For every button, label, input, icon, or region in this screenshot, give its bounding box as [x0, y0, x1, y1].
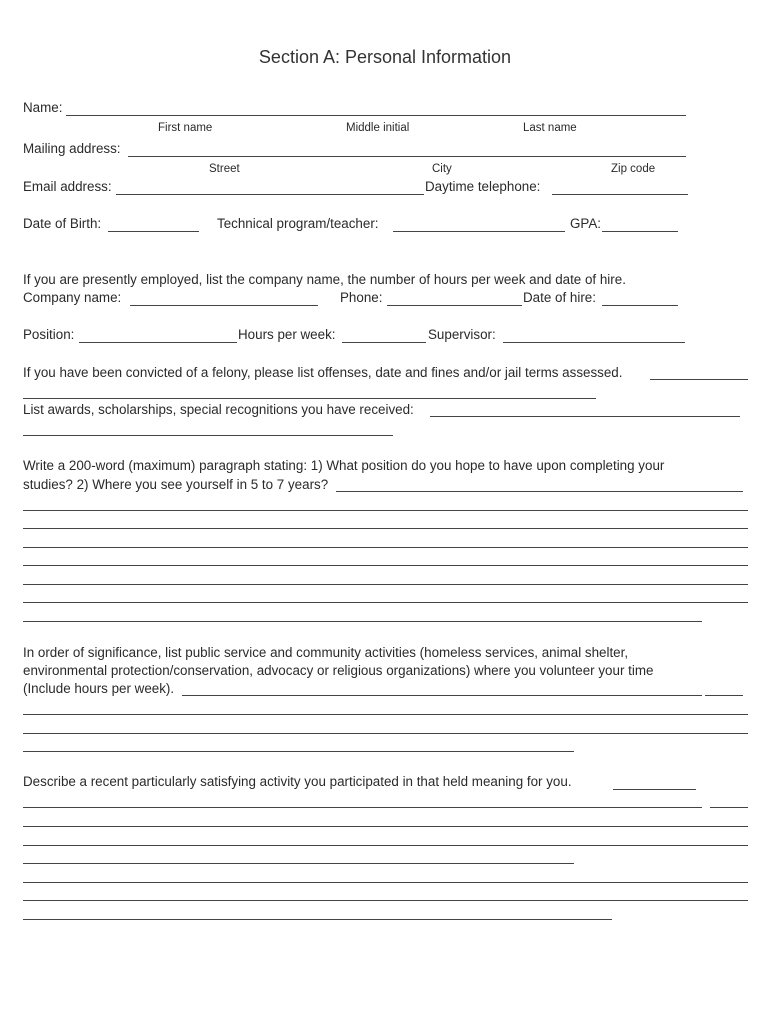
dob-label: Date of Birth: [23, 216, 102, 231]
middle-initial-caption: Middle initial [346, 122, 410, 134]
essay-prompt-line2: studies? 2) Where you see yourself in 5 to 7 years? [23, 477, 329, 492]
mailing-address-field[interactable] [128, 156, 686, 157]
hours-per-week-field[interactable] [342, 342, 426, 343]
technical-program-label: Technical program/teacher: [217, 216, 379, 231]
essay-prompt-line1: Write a 200-word (maximum) paragraph stating: 1) What position do you hope to have upon completing your [23, 458, 665, 473]
employment-intro: If you are presently employed, list the company name, the number of hours per week and date of hire. [23, 272, 626, 287]
company-name-field[interactable] [130, 305, 318, 306]
felony-field-line[interactable] [650, 379, 748, 380]
activity-field-line[interactable] [23, 882, 748, 883]
date-of-hire-label: Date of hire: [523, 290, 596, 305]
service-prompt-line3: (Include hours per week). [23, 681, 175, 696]
activity-field-line[interactable] [613, 789, 696, 790]
name-field[interactable] [66, 115, 686, 116]
zip-code-caption: Zip code [611, 163, 656, 175]
phone-label: Phone: [340, 290, 383, 305]
technical-program-field[interactable] [393, 231, 565, 232]
activity-field-line[interactable] [23, 807, 702, 808]
felony-prompt: If you have been convicted of a felony, please list offenses, date and fines and/or jail terms assessed. [23, 365, 623, 380]
name-label: Name: [23, 100, 63, 115]
position-field[interactable] [79, 342, 237, 343]
email-label: Email address: [23, 179, 112, 194]
first-name-caption: First name [158, 122, 213, 134]
awards-field-line[interactable] [430, 416, 740, 417]
activity-prompt: Describe a recent particularly satisfying activity you participated in that held meaning for you. [23, 774, 572, 789]
service-field-line[interactable] [23, 751, 574, 752]
essay-field-line[interactable] [23, 621, 702, 622]
essay-field-line[interactable] [336, 491, 743, 492]
activity-field-line[interactable] [23, 919, 612, 920]
activity-field-line[interactable] [23, 826, 748, 827]
activity-field-line[interactable] [23, 845, 748, 846]
activity-field-line[interactable] [710, 807, 748, 808]
activity-field-line[interactable] [23, 863, 574, 864]
company-name-label: Company name: [23, 290, 122, 305]
supervisor-field[interactable] [503, 342, 685, 343]
felony-field-line[interactable] [23, 398, 596, 399]
service-prompt-line2: environmental protection/conservation, advocacy or religious organizations) where you volunteer your time [23, 663, 654, 678]
date-of-hire-field[interactable] [602, 305, 678, 306]
essay-field-line[interactable] [23, 602, 748, 603]
essay-field-line[interactable] [23, 528, 748, 529]
phone-field[interactable] [387, 305, 522, 306]
street-caption: Street [209, 163, 240, 175]
service-field-line[interactable] [23, 714, 748, 715]
awards-field-line[interactable] [23, 435, 393, 436]
activity-field-line[interactable] [23, 900, 748, 901]
mailing-address-label: Mailing address: [23, 141, 121, 156]
position-label: Position: [23, 327, 75, 342]
service-field-line[interactable] [705, 695, 743, 696]
gpa-label: GPA: [570, 216, 602, 231]
supervisor-label: Supervisor: [428, 327, 496, 342]
gpa-field[interactable] [602, 231, 678, 232]
service-prompt-line1: In order of significance, list public service and community activities (homeless services, animal shelter, [23, 645, 629, 660]
essay-field-line[interactable] [23, 565, 748, 566]
city-caption: City [432, 163, 452, 175]
essay-field-line[interactable] [23, 584, 748, 585]
service-field-line[interactable] [182, 695, 702, 696]
awards-prompt: List awards, scholarships, special recognitions you have received: [23, 402, 414, 417]
last-name-caption: Last name [523, 122, 577, 134]
email-field[interactable] [116, 194, 424, 195]
daytime-phone-label: Daytime telephone: [425, 179, 541, 194]
page-title: Section A: Personal Information [258, 47, 512, 67]
dob-field[interactable] [108, 231, 199, 232]
hours-per-week-label: Hours per week: [238, 327, 336, 342]
service-field-line[interactable] [23, 733, 748, 734]
essay-field-line[interactable] [23, 510, 748, 511]
essay-field-line[interactable] [23, 547, 748, 548]
daytime-phone-field[interactable] [552, 194, 688, 195]
